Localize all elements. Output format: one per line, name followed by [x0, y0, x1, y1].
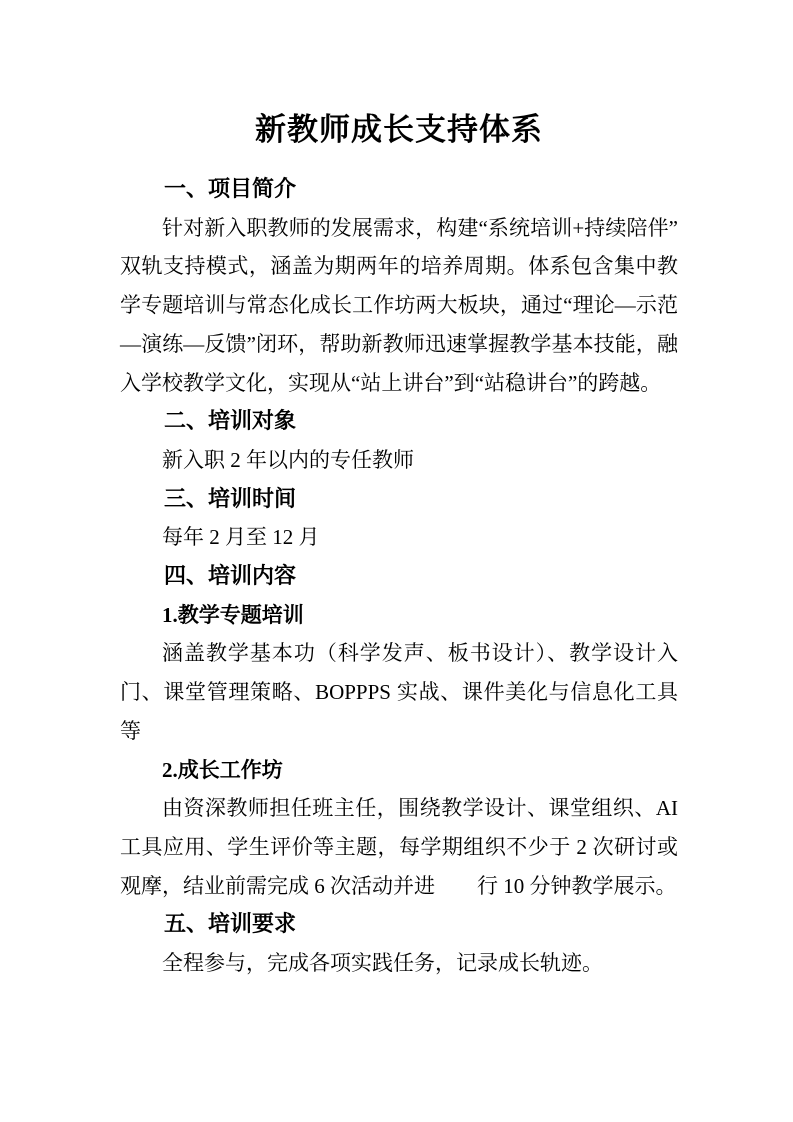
- document-title: 新教师成长支持体系: [255, 112, 543, 147]
- paragraph: 每年 2 月至 12 月: [162, 525, 320, 550]
- subsection-teaching-topics: [120, 596, 678, 751]
- section-training-time: [120, 480, 678, 557]
- paragraph: 全程参与，完成各项实践任务，记录成长轨迹。: [162, 951, 603, 976]
- section-project-intro: [120, 170, 678, 402]
- paragraph: 新入职 2 年以内的专任教师: [162, 447, 414, 472]
- subsection-heading: 2.成长工作坊: [162, 757, 283, 782]
- paragraph: 由资深教师担任班主任，围绕教学设计、课堂组织、AI 工具应用、学生评价等主题，每学期组织不少于 2 次研讨或观摩，结业前需完成 6 次活动并进 行 10 分钟教学展示。: [120, 796, 678, 898]
- section-heading: 二、培训对象: [164, 408, 297, 434]
- section-heading: 五、培训要求: [164, 911, 297, 937]
- section-training-target: [120, 402, 678, 479]
- paragraph: 针对新入职教师的发展需求，构建“系统培训+持续陪伴”双轨支持模式，涵盖为期两年的培养周期。体系包含集中教学专题培训与常态化成长工作坊两大板块，通过“理论—示范—演练—反馈”闭环，帮助新教师迅速掌握教学基本技能，融入学校教学文化，实现从“站上讲台”到“站稳讲台”的跨越。: [120, 215, 678, 395]
- subsection-growth-workshop: [120, 751, 678, 906]
- subsection-heading: 1.教学专题培训: [162, 602, 304, 627]
- paragraph: 涵盖教学基本功（科学发声、板书设计）、教学设计入门、课堂管理策略、BOPPPS 实战、课件美化与信息化工具等: [120, 641, 678, 743]
- section-training-requirements: [120, 905, 678, 982]
- section-heading: 三、培训时间: [164, 485, 297, 511]
- section-training-content: [120, 557, 678, 905]
- section-heading: 四、培训内容: [164, 563, 297, 589]
- section-heading: 一、项目简介: [164, 176, 297, 201]
